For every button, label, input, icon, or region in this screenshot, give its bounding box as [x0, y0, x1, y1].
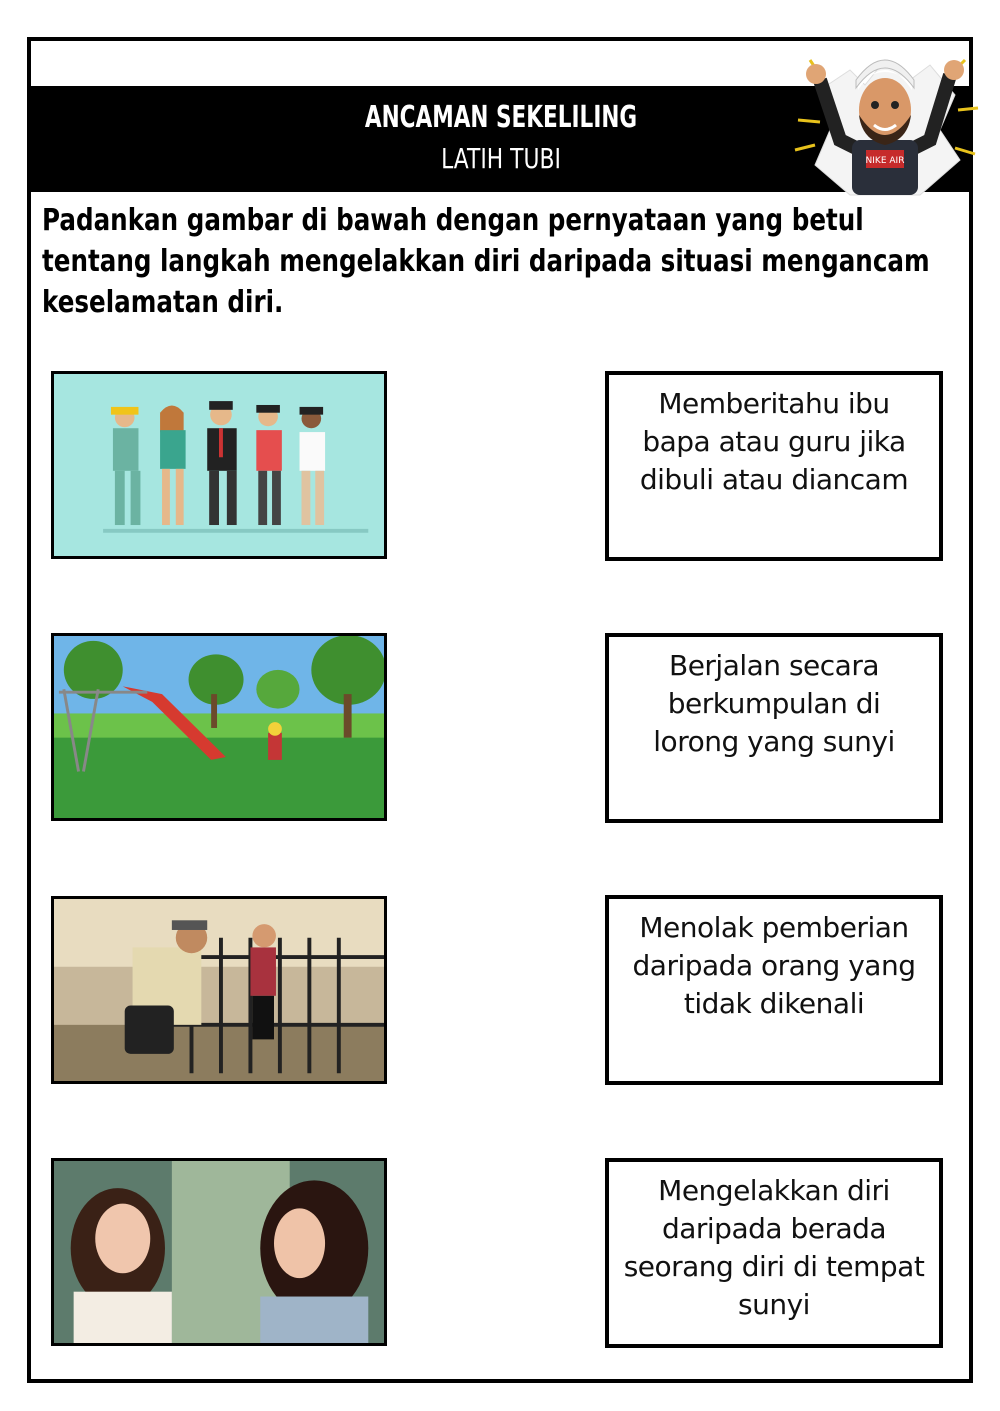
statement-card-4[interactable] [605, 1158, 943, 1348]
statement-card-1[interactable] [605, 371, 943, 561]
two-women-icon [54, 1161, 384, 1343]
mascot-shirt-text: NIKE AIR [865, 156, 905, 166]
image-two-women[interactable] [51, 1158, 387, 1346]
image-playground[interactable] [51, 633, 387, 821]
statement-text-4: Mengelakkan diri daripada berada seorang diri di tempat sunyi [623, 1174, 925, 1321]
stranger-child-icon [54, 899, 384, 1081]
playground-icon [54, 636, 384, 818]
statement-text-1: Memberitahu ibu bapa atau guru jika dibuli atau diancam [639, 387, 909, 496]
page-subtitle: LATIH TUBI [441, 142, 561, 175]
mascot-avatar [790, 30, 980, 205]
statement-text-2: Berjalan secara berkumpulan di lorong yang sunyi [653, 649, 895, 758]
page-title: ANCAMAN SEKELILING [364, 100, 638, 135]
statement-card-2[interactable] [605, 633, 943, 823]
statement-card-3[interactable] [605, 895, 943, 1085]
image-group-walking[interactable] [51, 371, 387, 559]
instruction-text: Padankan gambar di bawah dengan pernyataan yang betul tentang langkah mengelakkan diri daripada situasi mengancam keselamatan diri. [42, 203, 930, 320]
statement-text-3: Menolak pemberian daripada orang yang tidak dikenali [632, 911, 916, 1020]
image-stranger-child[interactable] [51, 896, 387, 1084]
group-walking-icon [54, 374, 384, 556]
